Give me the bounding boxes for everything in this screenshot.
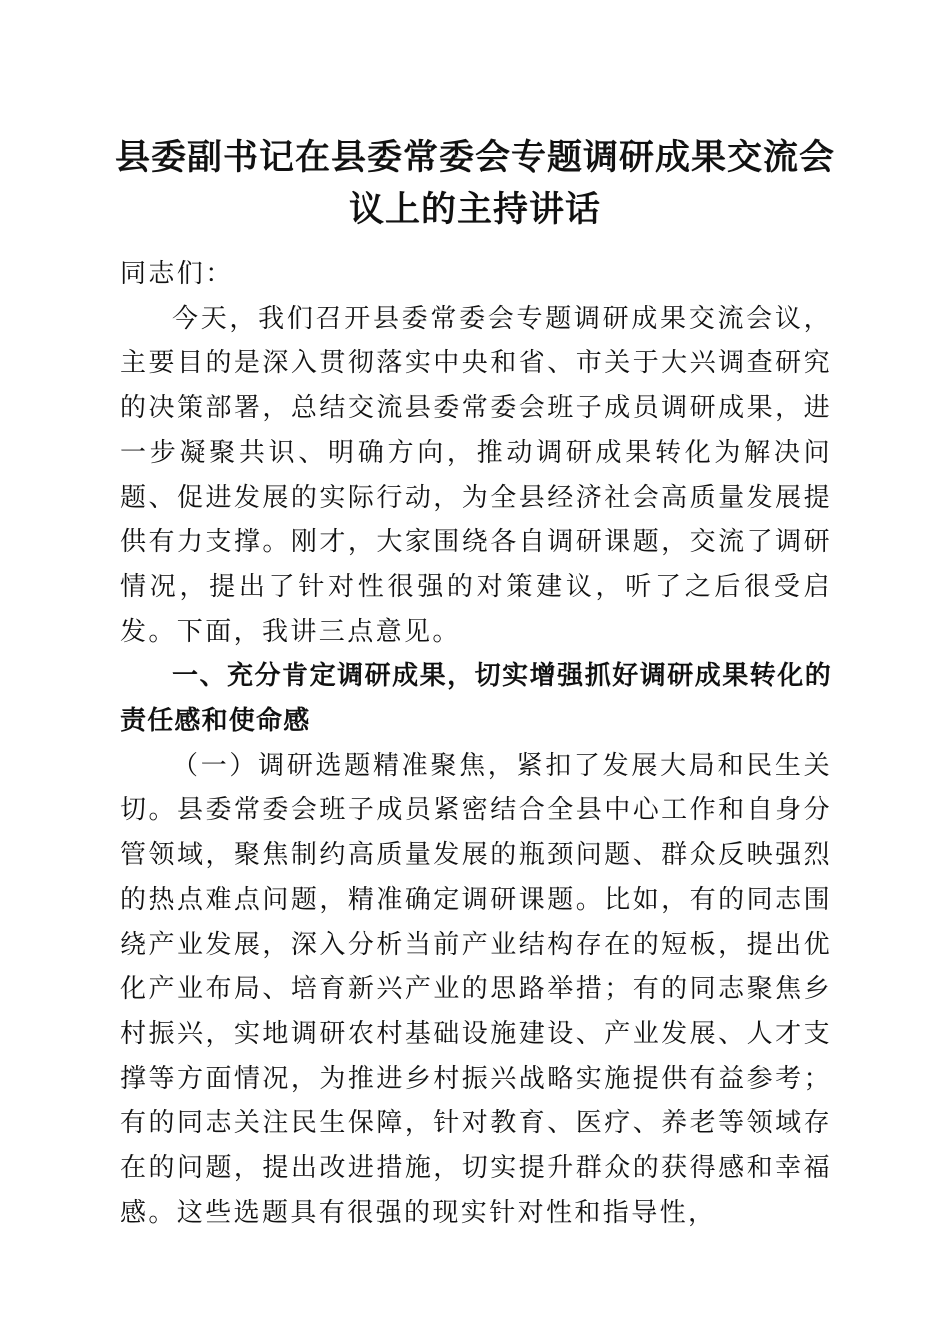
subsection-1-paragraph <box>120 744 832 1236</box>
title-line-2: 议上的主持讲话 <box>348 189 601 230</box>
intro-paragraph: 今天，我们召开县委常委会专题调研成果交流会议，主要目的是深入贯彻落实中央和省、市关于大兴调查研究的决策部署，总结交流县委常委会班子成员调研成果，进一步凝聚共识、明确方向，推动调研成果转化为解决问题、促进发展的实际行动，为全县经济社会高质量发展提供有力支撑。刚才，大家围绕各自调研课题，交流了调研情况，提出了针对性很强的对策建议，听了之后很受启发。下面，我讲三点意见。 <box>120 303 832 647</box>
section-1-heading: 一、充分肯定调研成果，切实增强抓好调研成果转化的责任感和使命感 <box>120 661 832 737</box>
salutation: 同志们： <box>120 259 234 289</box>
subsection-1-body: 县委常委会班子成员紧密结合全县中心工作和自身分管领域，聚焦制约高质量发展的瓶颈问题、群众反映强烈的热点难点问题，精准确定调研课题。比如，有的同志围绕产业发展，深入分析当前产业结构存在的短板，提出优化产业布局、培育新兴产业的思路举措；有的同志聚焦乡村振兴，实地调研农村基础设施建设、产业发展、人才支撑等方面情况，为推进乡村振兴战略实施提供有益参考；有的同志关注民生保障，针对教育、医疗、养老等领域存在的问题，提出改进措施，切实提升群众的获得感和幸福感。这些选题具有很强的现实针对性和指导性， <box>120 795 832 1228</box>
document-body <box>120 252 832 1235</box>
document-title <box>110 132 840 236</box>
title-line-1: 县委副书记在县委常委会专题调研成果交流会 <box>114 137 835 178</box>
subsection-1-lead: （一）调研选题精准聚焦，紧扣了发展大局和民生关切。 <box>120 750 832 826</box>
